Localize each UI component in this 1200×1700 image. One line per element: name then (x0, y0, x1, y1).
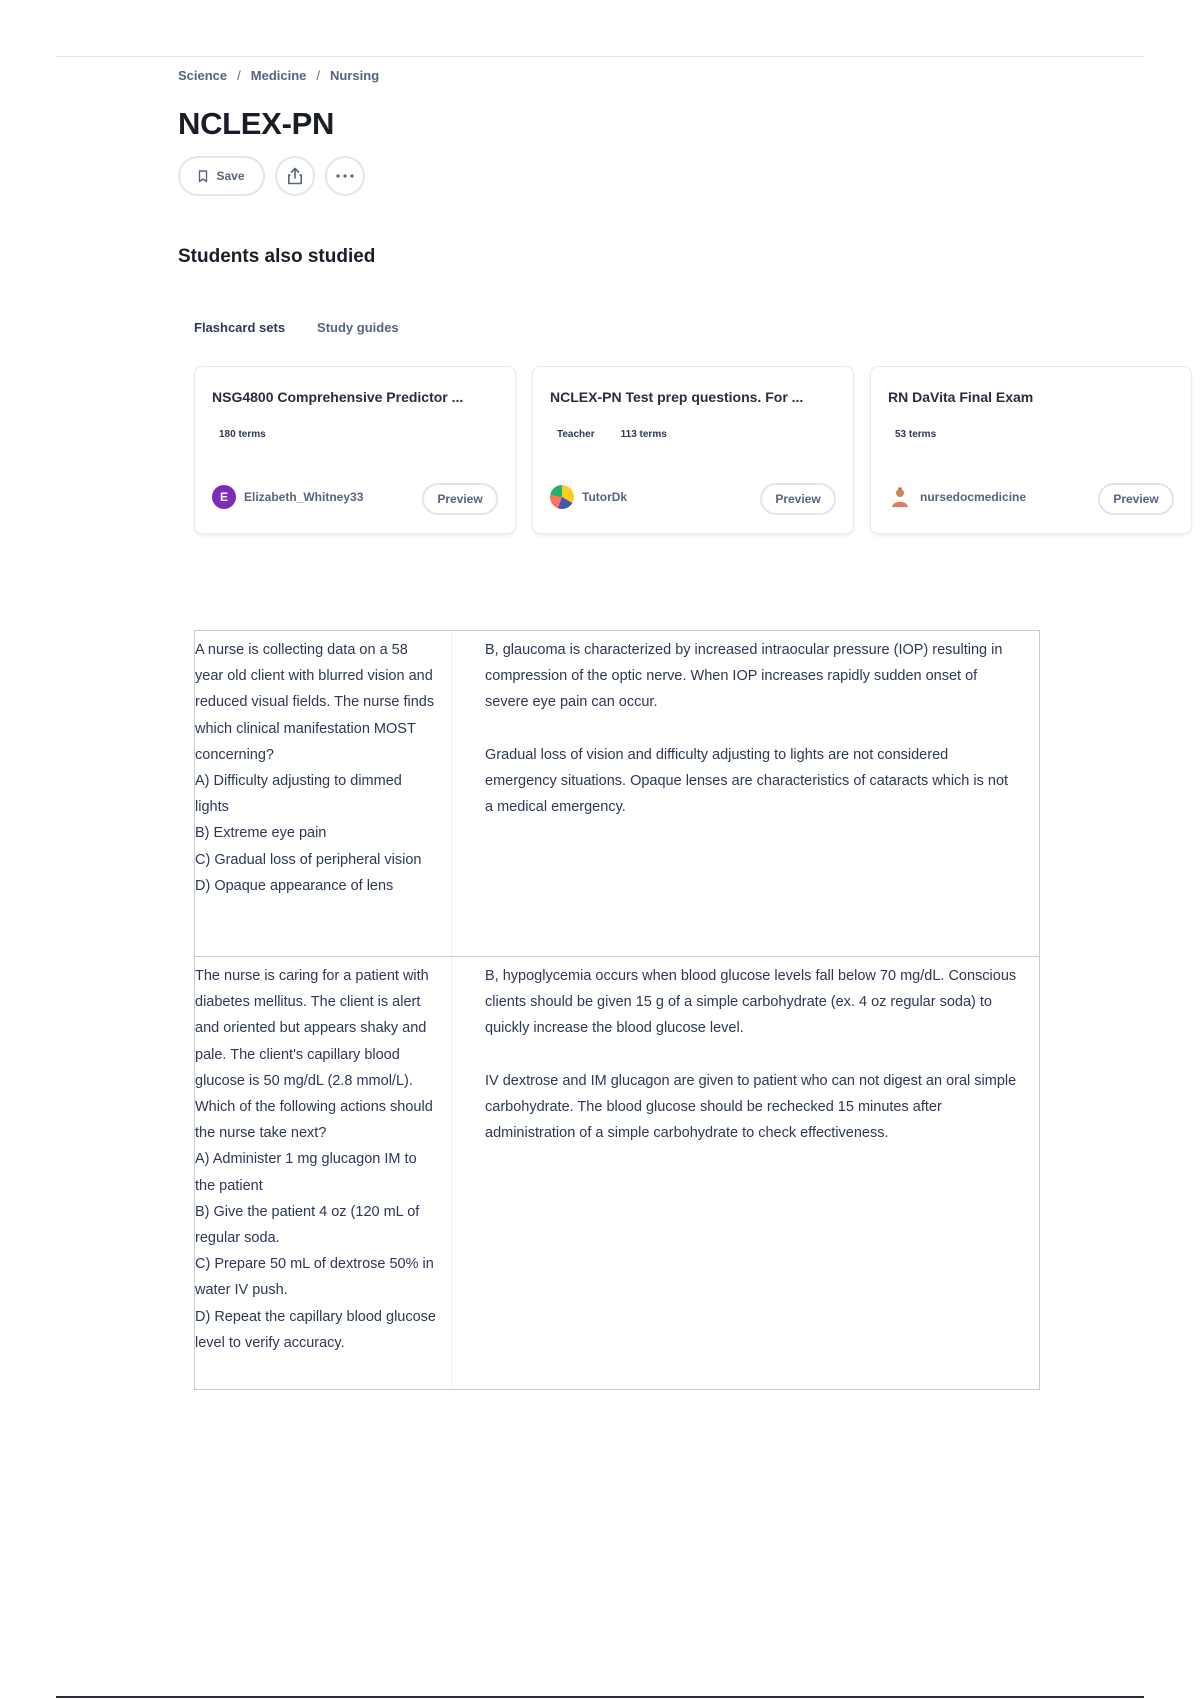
table-row (195, 957, 1039, 1389)
tab-study-guides[interactable]: Study guides (317, 320, 399, 335)
nurse-avatar-icon (888, 485, 912, 509)
term-question: A nurse is collecting data on a 58 year old client with blurred vision and reduced visual fields. The nurse finds which clinical manifestation MOST concerning? A) Difficulty adjusting to dimmed lights B) Extreme eye pain C) Gradual loss of peripheral vision D) Opaque appearance of lens (195, 631, 452, 956)
author-name: nursedocmedicine (920, 490, 1027, 504)
save-button[interactable] (178, 156, 265, 196)
set-card-terms: 180 terms (219, 429, 266, 440)
set-card-terms: 53 terms (895, 429, 937, 440)
preview-button[interactable]: Preview (1098, 483, 1174, 515)
set-card-meta (219, 429, 266, 440)
breadcrumb-nursing[interactable]: Nursing (330, 68, 380, 83)
set-card-title[interactable]: RN DaVita Final Exam (888, 389, 1034, 405)
more-icon (336, 174, 354, 178)
study-tabs (194, 320, 399, 335)
term-question: The nurse is caring for a patient with diabetes mellitus. The client is alert and oriented but appears shaky and pale. The client's capillary blood glucose is 50 mg/dL (2.8 mmol/L). Which of the following actions should the nurse take next? A) Administer 1 mg glucagon IM to the patient B) Give the patient 4 oz (120 mL of regular soda. C) Prepare 50 mL of dextrose 50% in water IV push. D) Repeat the capillary blood glucose level to verify accuracy. (195, 957, 452, 1389)
set-card-author[interactable] (550, 485, 627, 509)
bottom-divider (56, 1696, 1144, 1698)
teacher-badge: Teacher (557, 429, 595, 440)
set-card-author[interactable] (888, 485, 1026, 509)
set-card[interactable] (870, 366, 1192, 534)
set-card-title[interactable]: NSG4800 Comprehensive Predictor ... (212, 389, 464, 405)
bookmark-icon (198, 170, 208, 183)
preview-button[interactable]: Preview (422, 483, 498, 515)
breadcrumb-medicine[interactable]: Medicine (250, 68, 307, 83)
term-answer: B, glaucoma is characterized by increased intraocular pressure (IOP) resulting in compression of the optic nerve. When IOP increases rapidly sudden onset of severe eye pain can occur. Gradual loss of vision and difficulty adjusting to lights are not considered emergency situations. Opaque lenses are characteristics of cataracts which is not a medical emergency. (485, 642, 1009, 816)
share-button[interactable] (275, 156, 315, 196)
related-sets-carousel (194, 366, 1159, 536)
breadcrumb (178, 68, 379, 83)
preview-button[interactable]: Preview (760, 483, 836, 515)
more-options-button[interactable] (325, 156, 365, 196)
set-card-meta (557, 429, 667, 440)
tab-flashcard-sets[interactable]: Flashcard sets (194, 320, 286, 335)
students-also-studied-heading: Students also studied (178, 246, 376, 267)
set-card[interactable] (194, 366, 516, 534)
set-card[interactable] (532, 366, 854, 534)
set-card-meta (895, 429, 936, 440)
page-title: NCLEX-PN (178, 106, 335, 141)
terms-table (194, 630, 1040, 1390)
set-card-terms: 113 terms (620, 429, 667, 440)
avatar (550, 485, 574, 509)
author-name: Elizabeth_Whitney33 (244, 490, 364, 504)
avatar: E (212, 485, 236, 509)
table-row (195, 631, 1039, 957)
set-actions (178, 156, 365, 196)
breadcrumb-separator: / (237, 68, 241, 83)
breadcrumb-separator: / (316, 68, 321, 83)
term-answer: B, hypoglycemia occurs when blood glucose levels fall below 70 mg/dL. Conscious clients should be given 15 g of a simple carbohydrate (ex. 4 oz regular soda) to quickly increase the blood glucose level. IV dextrose and IM glucagon are given to patient who can not digest an oral simple carbohydrate. The blood glucose should be rechecked 15 minutes after administration of a simple carbohydrate to check effectiveness. (485, 968, 1017, 1142)
top-divider (56, 56, 1144, 57)
set-card-author[interactable] (212, 485, 363, 509)
breadcrumb-science[interactable]: Science (178, 68, 228, 83)
share-icon (287, 167, 303, 185)
avatar (888, 485, 912, 509)
author-name: TutorDk (582, 490, 628, 504)
set-card-title[interactable]: NCLEX-PN Test prep questions. For ... (550, 389, 804, 405)
save-label: Save (216, 169, 245, 183)
